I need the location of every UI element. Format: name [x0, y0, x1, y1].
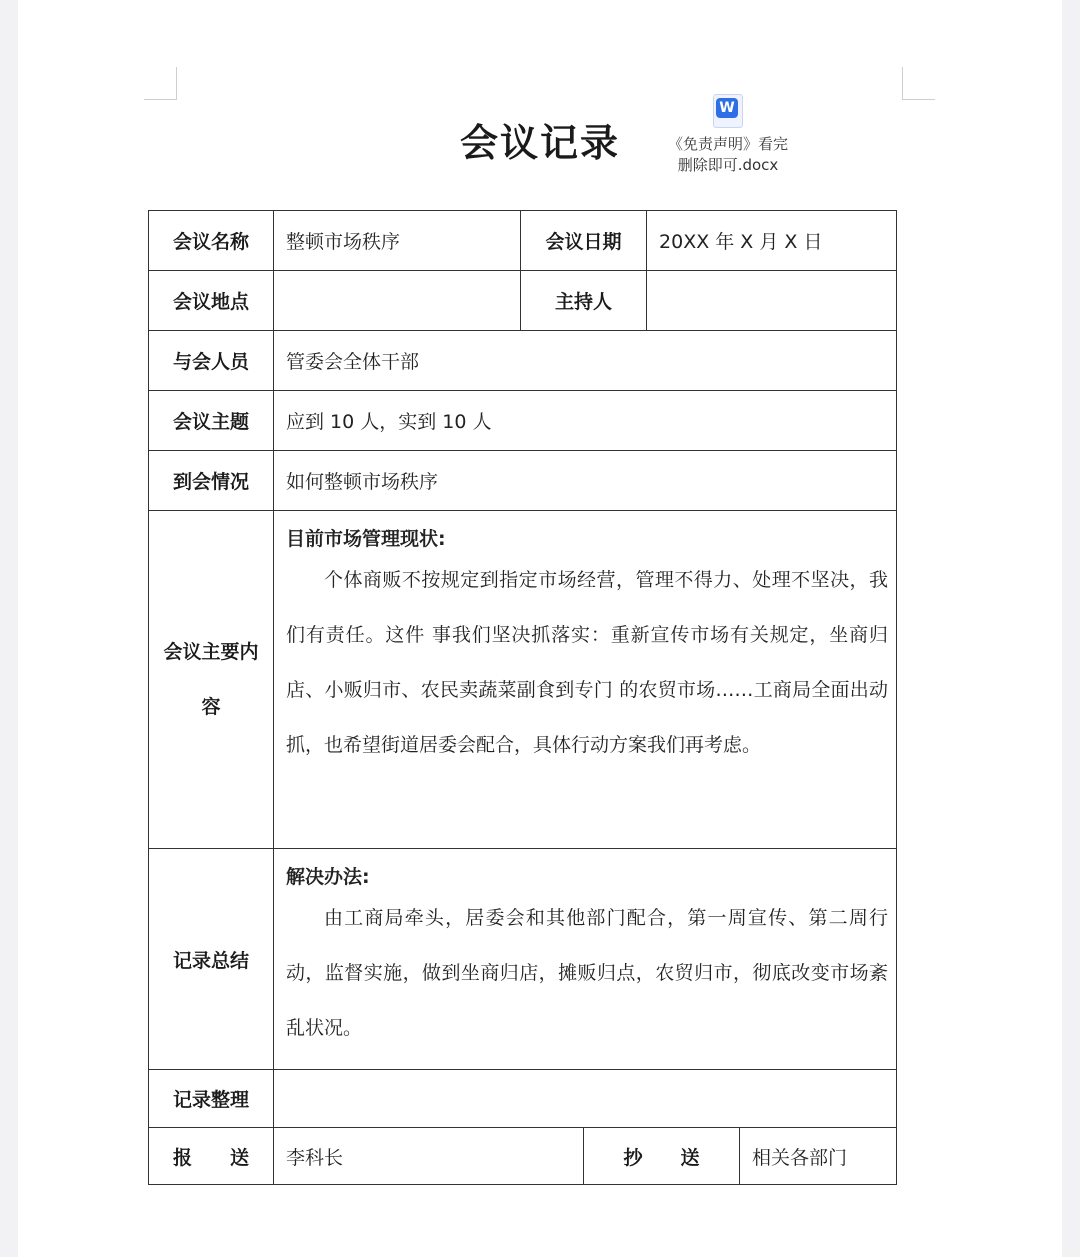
host-label: 主持人: [521, 271, 647, 331]
cc-to-value: 相关各部门: [740, 1128, 897, 1185]
topic-value: 应到 10 人，实到 10 人: [274, 391, 897, 451]
report-to-label: 报 送: [149, 1128, 274, 1185]
meeting-date-value: 20XX 年 X 月 X 日: [647, 211, 897, 271]
page-corner-mark: [144, 67, 177, 100]
meeting-place-label: 会议地点: [149, 271, 274, 331]
summary-label: 记录总结: [149, 849, 274, 1070]
table-row: [149, 271, 897, 331]
attendees-label: 与会人员: [149, 331, 274, 391]
summary-heading: 解决办法:: [286, 866, 370, 888]
meeting-name-value: 整顿市场秩序: [274, 211, 521, 271]
summary-value: [274, 849, 897, 1070]
table-row: [149, 849, 897, 1070]
table-row: [149, 211, 897, 271]
main-content-label: [149, 511, 274, 849]
table-row: [149, 1070, 897, 1128]
table-row: [149, 511, 897, 849]
page-corner-mark: [902, 67, 935, 100]
main-content-body: 个体商贩不按规定到指定市场经营，管理不得力、处理不坚决，我们有责任。这件 事我们坚决抓落实：重新宣传市场有关规定，坐商归店、小贩归市、农民卖蔬菜副食到专门 的农贸市场……工商局全面出动抓，也希望街道居委会配合，具体行动方案我们再考虑。: [286, 569, 889, 756]
meeting-date-label: 会议日期: [521, 211, 647, 271]
table-row: [149, 451, 897, 511]
document-title: 会议记录: [459, 121, 620, 165]
attendees-value: 管委会全体干部: [274, 331, 897, 391]
topic-label: 会议主题: [149, 391, 274, 451]
attachment-name-line1: 《免责声明》看完: [667, 135, 788, 153]
report-to-value: 李科长: [274, 1128, 584, 1185]
attendance-value: 如何整顿市场秩序: [274, 451, 897, 511]
main-content-label-line2: 容: [201, 695, 221, 718]
main-content-label-line1: 会议主要内: [163, 640, 259, 663]
table-row: [149, 391, 897, 451]
recorder-value: [274, 1070, 897, 1128]
attendance-label: 到会情况: [149, 451, 274, 511]
attachment-name-line2: 删除即可.docx: [677, 156, 779, 174]
word-doc-icon[interactable]: W: [713, 94, 743, 128]
attachment[interactable]: [658, 94, 798, 176]
table-row: [149, 331, 897, 391]
main-content-value: [274, 511, 897, 849]
host-value: [647, 271, 897, 331]
meeting-record-table: [148, 210, 897, 1185]
meeting-place-value: [274, 271, 521, 331]
table-row: [149, 1128, 897, 1185]
summary-body: 由工商局牵头，居委会和其他部门配合，第一周宣传、第二周行动，监督实施，做到坐商归店，摊贩归点，农贸归市，彻底改变市场紊乱状况。: [286, 907, 889, 1039]
main-content-heading: 目前市场管理现状:: [286, 528, 446, 550]
meeting-name-label: 会议名称: [149, 211, 274, 271]
cc-to-label: 抄 送: [584, 1128, 740, 1185]
recorder-label: 记录整理: [149, 1070, 274, 1128]
